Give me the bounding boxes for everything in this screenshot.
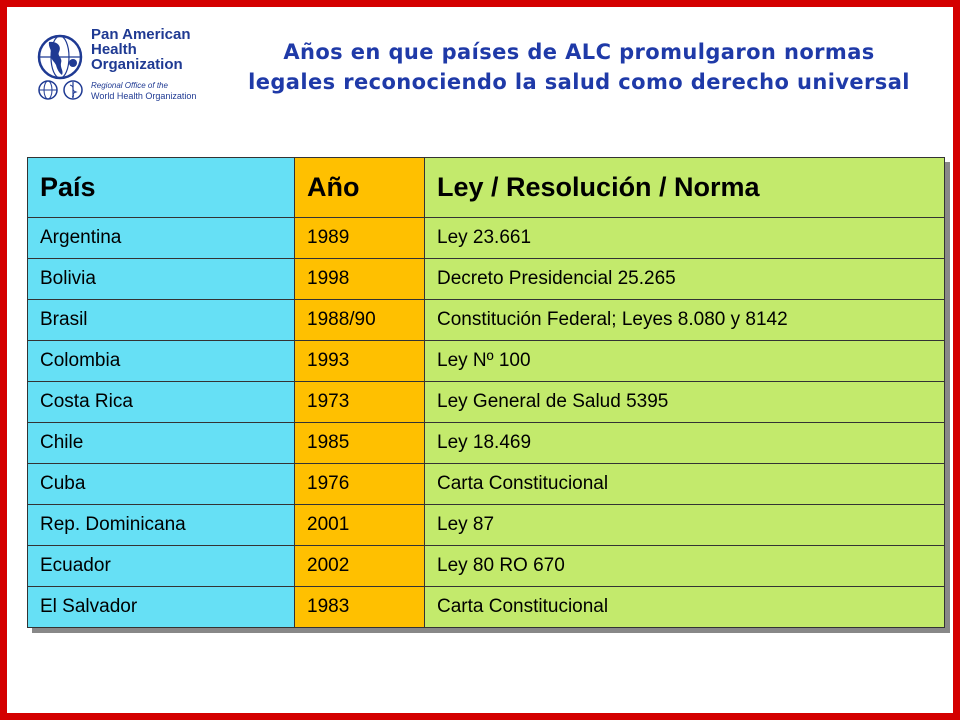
- table-row: [28, 382, 945, 423]
- logo-subtitle-line: Regional Office of the: [91, 81, 168, 90]
- cell-anio: 1983: [295, 587, 425, 628]
- logo-name-line: Pan American: [91, 26, 191, 43]
- cell-anio: 1988/90: [295, 300, 425, 341]
- cell-ley: Decreto Presidencial 25.265: [425, 259, 945, 300]
- logo-name: [91, 27, 221, 72]
- logo-name-line: Organization: [91, 56, 183, 73]
- cell-ley: Ley General de Salud 5395: [425, 382, 945, 423]
- cell-pais: Argentina: [28, 218, 295, 259]
- table-row: [28, 587, 945, 628]
- cell-anio: 1993: [295, 341, 425, 382]
- cell-pais: Chile: [28, 423, 295, 464]
- cell-anio: 1973: [295, 382, 425, 423]
- cell-pais: Brasil: [28, 300, 295, 341]
- cell-anio: 1985: [295, 423, 425, 464]
- logo-subtitle-line: World Health Organization: [91, 91, 197, 101]
- cell-anio: 1989: [295, 218, 425, 259]
- cell-pais: Cuba: [28, 464, 295, 505]
- cell-pais: Rep. Dominicana: [28, 505, 295, 546]
- table-row: [28, 341, 945, 382]
- cell-ley: Carta Constitucional: [425, 587, 945, 628]
- logo-name-line: Health: [91, 41, 137, 58]
- logo-subtitle: [91, 81, 231, 101]
- cell-pais: Ecuador: [28, 546, 295, 587]
- cell-ley: Ley Nº 100: [425, 341, 945, 382]
- cell-pais: El Salvador: [28, 587, 295, 628]
- cell-pais: Colombia: [28, 341, 295, 382]
- cell-pais: Bolivia: [28, 259, 295, 300]
- table-row: [28, 464, 945, 505]
- paho-logo: [31, 27, 221, 109]
- cell-pais: Costa Rica: [28, 382, 295, 423]
- cell-anio: 2001: [295, 505, 425, 546]
- cell-ley: Ley 80 RO 670: [425, 546, 945, 587]
- page-title: Años en que países de ALC promulgaron normas legales reconociendo la salud como derecho universal: [248, 40, 910, 94]
- cell-ley: Carta Constitucional: [425, 464, 945, 505]
- table-row: [28, 546, 945, 587]
- table-row: [28, 218, 945, 259]
- cell-anio: 1976: [295, 464, 425, 505]
- cell-ley: Constitución Federal; Leyes 8.080 y 8142: [425, 300, 945, 341]
- table-row: [28, 505, 945, 546]
- table-row: [28, 300, 945, 341]
- header-anio: Año: [295, 158, 425, 218]
- header-ley: Ley / Resolución / Norma: [425, 158, 945, 218]
- cell-anio: 1998: [295, 259, 425, 300]
- emblem-icons: [37, 79, 87, 101]
- header-pais: País: [28, 158, 295, 218]
- cell-ley: Ley 87: [425, 505, 945, 546]
- table-header-row: [28, 158, 945, 218]
- table-row: [28, 423, 945, 464]
- cell-ley: Ley 23.661: [425, 218, 945, 259]
- table-row: [28, 259, 945, 300]
- globe-icon: [35, 33, 85, 81]
- cell-anio: 2002: [295, 546, 425, 587]
- cell-ley: Ley 18.469: [425, 423, 945, 464]
- laws-table: [27, 157, 945, 628]
